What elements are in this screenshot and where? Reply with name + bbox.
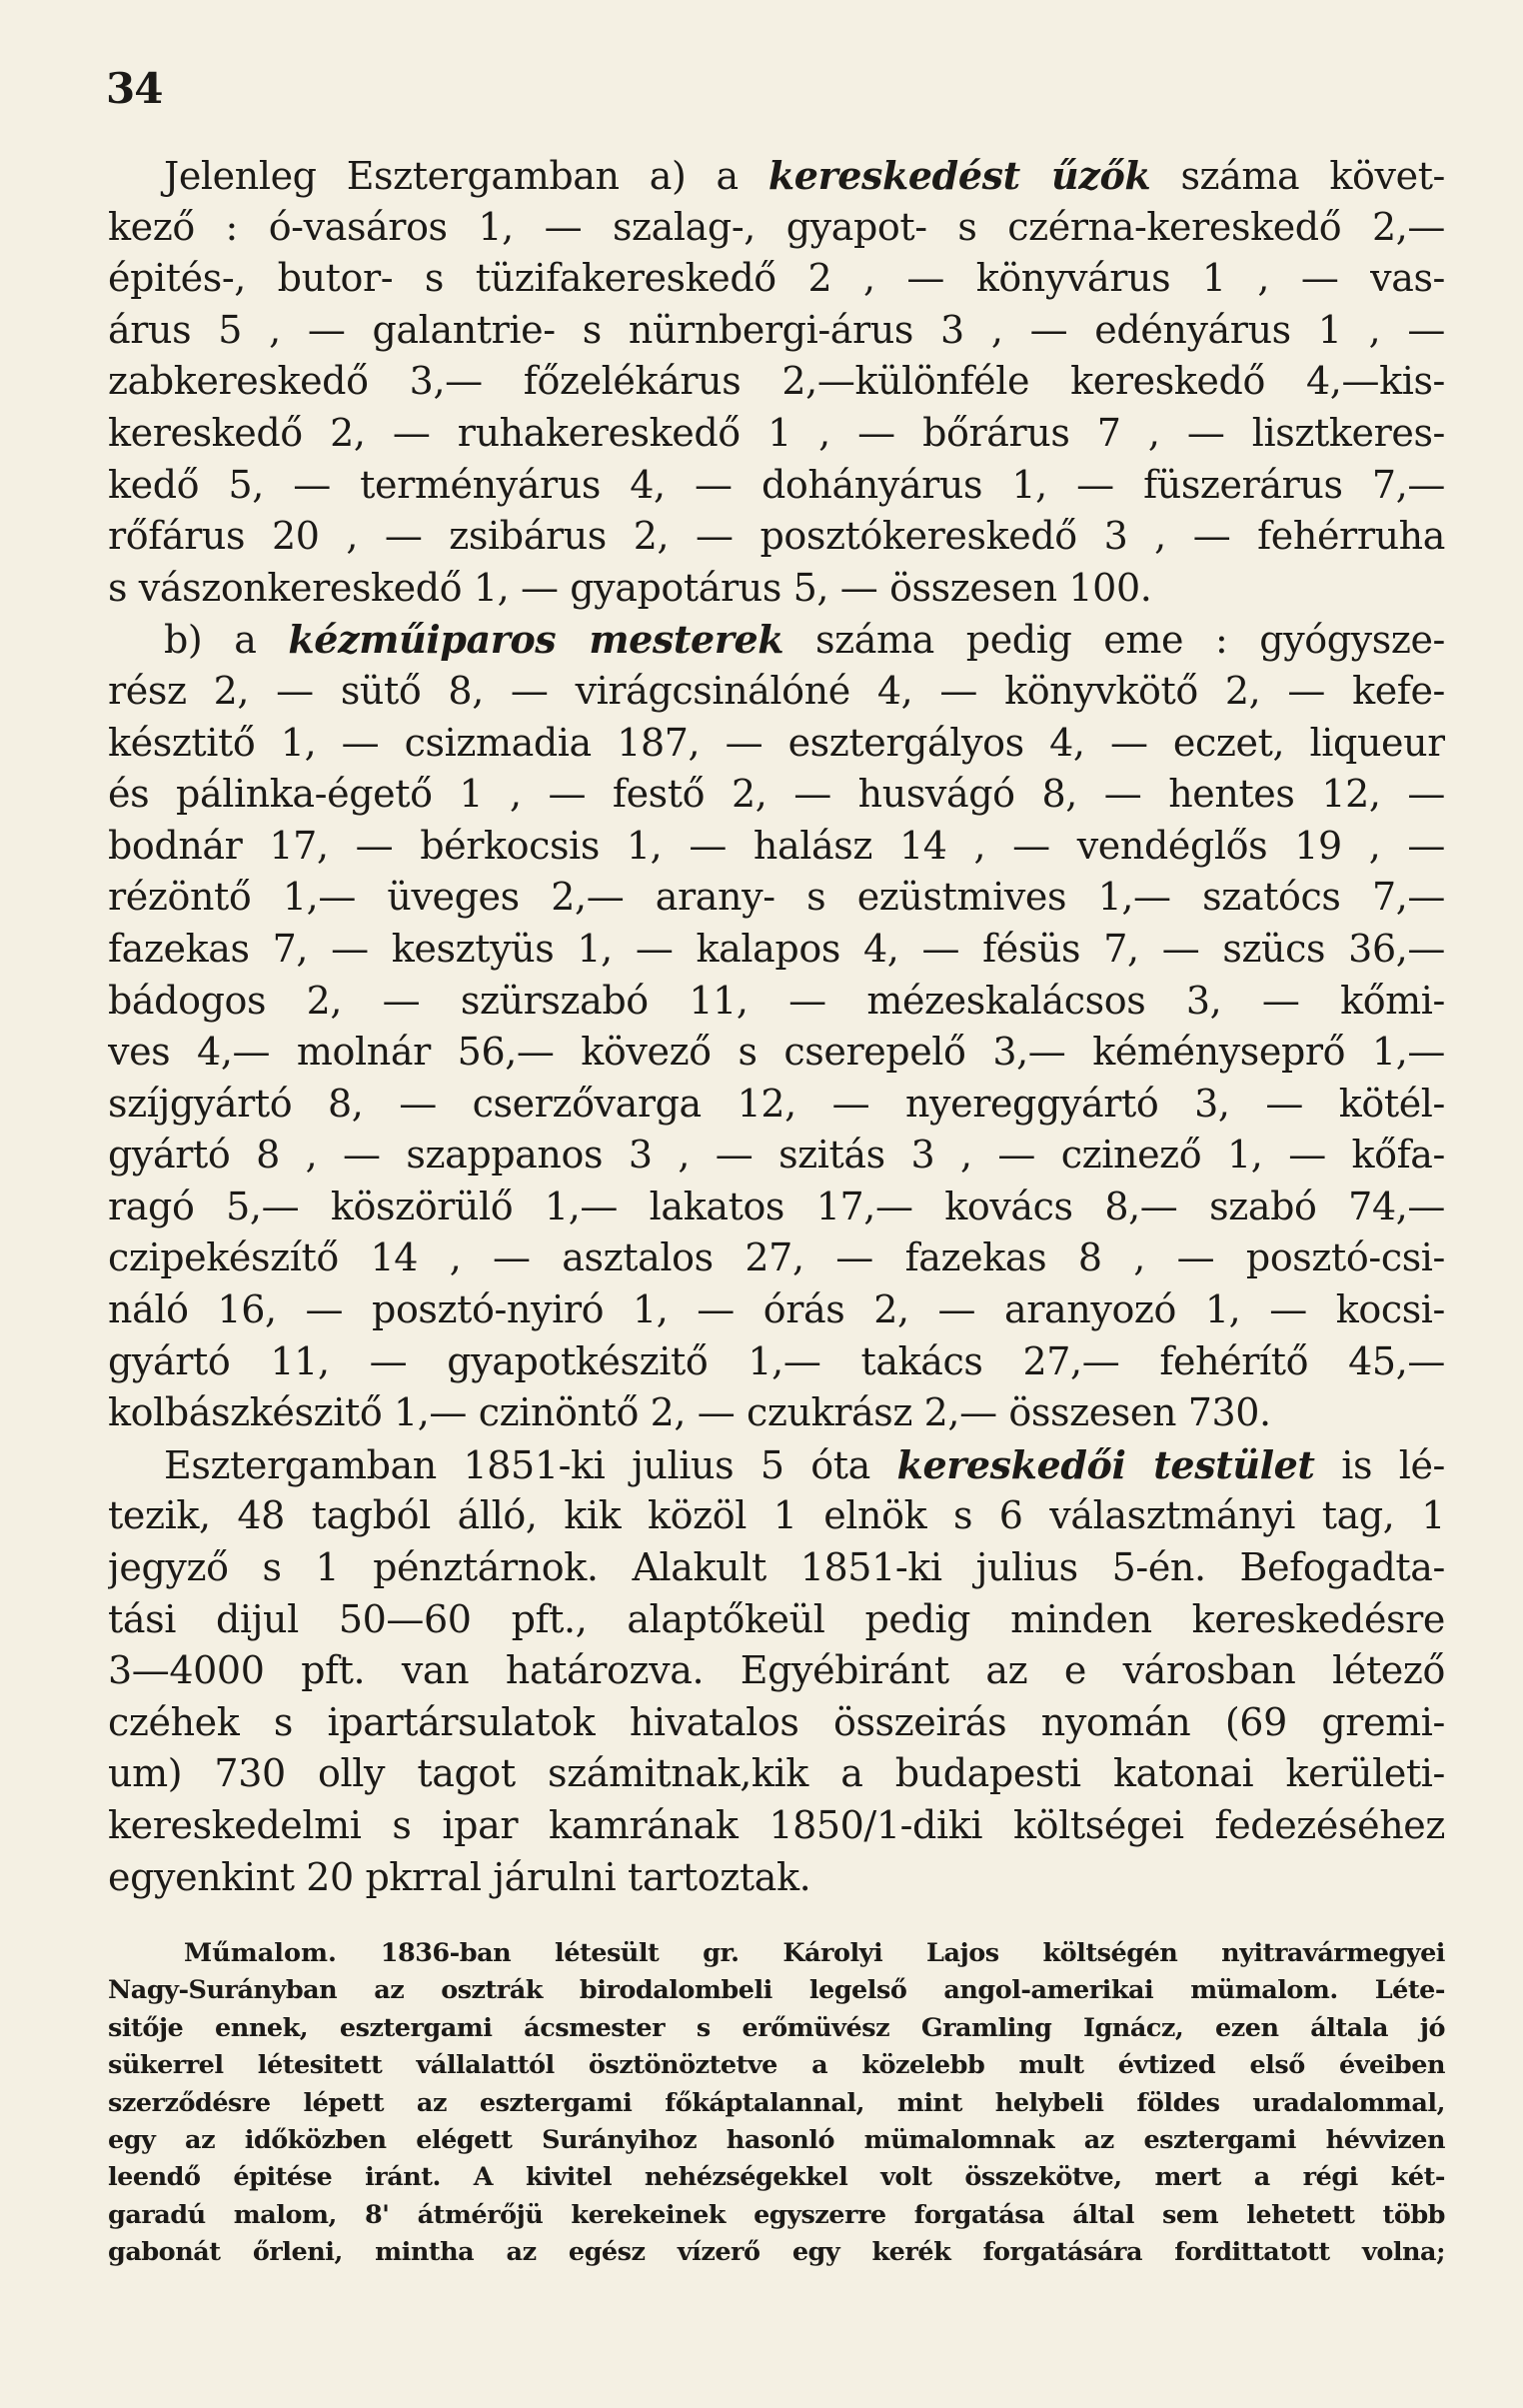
- text-line: késztitő 1, — csizmadia 187, — esztergályos 4, — eczet, liqueur: [108, 720, 1445, 765]
- text-line: s vászonkereskedő 1, — gyapotárus 5, — összesen 100.: [108, 565, 1152, 610]
- text-line: um) 730 olly tagot számitnak,kik a budapesti katonai kerületi-: [108, 1751, 1445, 1796]
- text-run: is lé-: [1314, 1442, 1445, 1487]
- body-text: [108, 150, 1445, 1903]
- page-number: 34: [106, 64, 163, 113]
- text-line: rőfárus 20 , — zsibárus 2, — posztókereskedő 3 , — fehérruha: [108, 514, 1445, 559]
- text-line: [108, 614, 1445, 666]
- text-line: tási dijul 50—60 pft., alaptőkeül pedig minden kereskedésre: [108, 1596, 1445, 1641]
- text-line: épités-, butor- s tüzifakereskedő 2 , — könyvárus 1 , — vas-: [108, 256, 1445, 301]
- text-line: szíjgyártó 8, — cserzővarga 12, — nyereggyártó 3, — kötél-: [108, 1081, 1445, 1126]
- text-line: náló 16, — posztó-nyiró 1, — órás 2, — aranyozó 1, — kocsi-: [108, 1287, 1445, 1332]
- paragraph-craftsmen: [108, 614, 1445, 1439]
- text-line: ves 4,— molnár 56,— kövező s cserepelő 3,— kéményseprő 1,—: [108, 1030, 1445, 1075]
- text-line: kereskedelmi s ipar kamrának 1850/1-diki költségei fedezéséhez: [108, 1803, 1445, 1847]
- note-heading: Műmalom.: [184, 1938, 337, 1968]
- text-line: [108, 1935, 1445, 1972]
- text-line: jegyző s 1 pénztárnok. Alakult 1851-ki julius 5-én. Befogadta-: [108, 1545, 1445, 1590]
- text-line: gyártó 8 , — szappanos 3 , — szitás 3 , — czinező 1, — kőfa-: [108, 1133, 1445, 1178]
- text-line: fazekas 7, — kesztyüs 1, — kalapos 4, — fésüs 7, — szücs 36,—: [108, 926, 1445, 971]
- text-line: rész 2, — sütő 8, — virágcsinálóné 4, — könyvkötő 2, — kefe-: [108, 668, 1445, 713]
- mill-note: [108, 1935, 1445, 2272]
- text-line: és pálinka-égető 1 , — festő 2, — husvágó 8, — hentes 12, —: [108, 772, 1445, 817]
- text-line: Nagy-Surányban az osztrák birodalombeli legelső angol-amerikai mümalom. Léte-: [108, 1975, 1445, 2006]
- text-line: zabkereskedő 3,— főzelékárus 2,—különféle kereskedő 4,—kis-: [108, 359, 1445, 404]
- text-line: kereskedő 2, — ruhakereskedő 1 , — bőrárus 7 , — lisztkeres-: [108, 410, 1445, 455]
- text-line: sitője ennek, esztergami ácsmester s erőmüvész Gramling Ignácz, ezen általa jó: [108, 2012, 1445, 2043]
- text-line: kolbászkészitő 1,— czinöntő 2, — czukrász 2,— összesen 730.: [108, 1390, 1271, 1435]
- text-line: gabonát őrleni, mintha az egész vízerő egy kerék forgatására fordittatott volna;: [108, 2237, 1445, 2268]
- text-run: száma követ-: [1150, 154, 1445, 198]
- text-line: [108, 150, 1445, 202]
- text-run: száma pedig eme : gyógysze-: [783, 618, 1445, 663]
- text-line: egy az időközben elégett Surányihoz hasonló mümalomnak az esztergami hévvizen: [108, 2124, 1445, 2155]
- text-line: egyenkint 20 pkrral járulni tartoztak.: [108, 1854, 811, 1899]
- text-line: rézöntő 1,— üveges 2,— arany- s ezüstmives 1,— szatócs 7,—: [108, 875, 1445, 920]
- emphasis-text: kereskedői testület: [896, 1441, 1315, 1487]
- text-run: 1836-ban létesült gr. Károlyi Lajos költségén nyitravármegyei: [336, 1938, 1445, 1968]
- text-line: czipekészítő 14 , — asztalos 27, — fazekas 8 , — posztó-csi-: [108, 1235, 1445, 1280]
- paragraph-merchants: [108, 150, 1445, 614]
- text-line: szerződésre lépett az esztergami főkáptalannal, mint helybeli földes uradalommal,: [108, 2087, 1445, 2118]
- text-line: [108, 1439, 1445, 1491]
- text-line: ragó 5,— köszörülő 1,— lakatos 17,— kovács 8,— szabó 74,—: [108, 1184, 1445, 1228]
- text-run: Jelenleg Esztergamban a) a: [164, 154, 768, 198]
- text-line: kedő 5, — terményárus 4, — dohányárus 1, — füszerárus 7,—: [108, 462, 1445, 507]
- emphasis-text: kézműiparos mesterek: [288, 617, 784, 663]
- text-line: 3—4000 pft. van határozva. Egyébiránt az e városban létező: [108, 1648, 1445, 1693]
- text-line: bodnár 17, — bérkocsis 1, — halász 14 , — vendéglős 19 , —: [108, 823, 1445, 868]
- emphasis-text: kereskedést űzők: [767, 153, 1151, 198]
- text-line: tezik, 48 tagból álló, kik közöl 1 elnök s 6 választmányi tag, 1: [108, 1493, 1445, 1538]
- text-line: sükerrel létesitett vállalattól ösztönöztetve a közelebb mult évtized első éveiben: [108, 2050, 1445, 2081]
- text-line: czéhek s ipartársulatok hivatalos összeirás nyomán (69 gremi-: [108, 1699, 1445, 1744]
- text-line: bádogos 2, — szürszabó 11, — mézeskalácsos 3, — kőmi-: [108, 978, 1445, 1023]
- text-line: garadú malom, 8' átmérőjü kerekeinek egyszerre forgatása által sem lehetett több: [108, 2199, 1445, 2230]
- text-line: gyártó 11, — gyapotkészitő 1,— takács 27,— fehérítő 45,—: [108, 1338, 1445, 1383]
- text-run: b) a: [164, 618, 289, 663]
- text-run: Esztergamban 1851-ki julius 5 óta: [164, 1442, 897, 1487]
- text-line: kező : ó-vasáros 1, — szalag-, gyapot- s czérna-kereskedő 2,—: [108, 204, 1445, 249]
- text-line: árus 5 , — galantrie- s nürnbergi-árus 3 , — edényárus 1 , —: [108, 307, 1445, 352]
- text-line: leendő épitése iránt. A kivitel nehézségekkel volt összekötve, mert a régi két-: [108, 2162, 1445, 2193]
- paragraph-merchant-association: [108, 1439, 1445, 1903]
